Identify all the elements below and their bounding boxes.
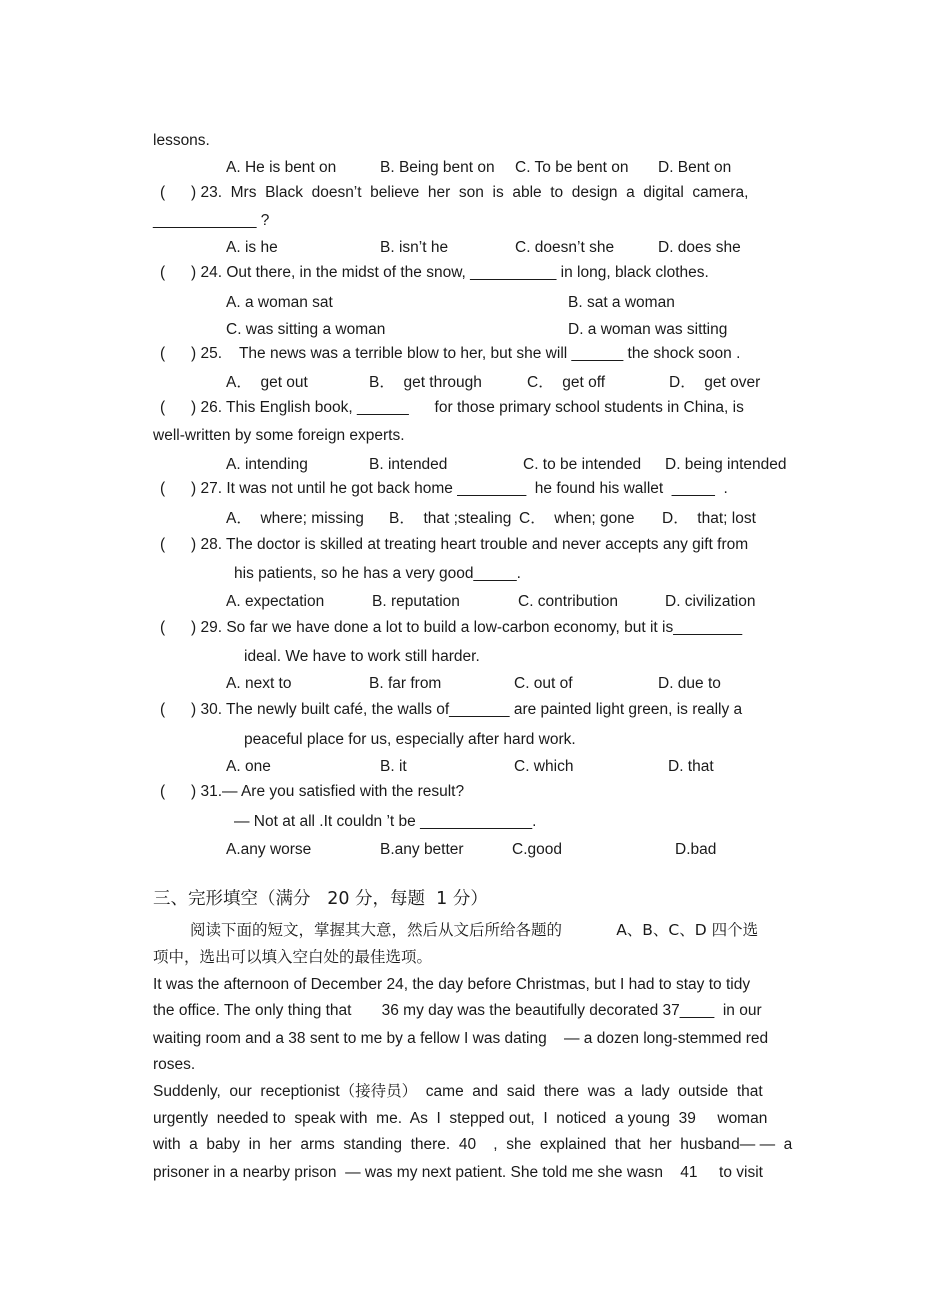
section-title: 三、完形填空（满分 20 分，每题 1 分） (153, 889, 488, 909)
q23-option-a: A. is he (226, 239, 278, 256)
q25-option-d: D． get over (669, 374, 761, 391)
q27-option-b: B． that ;stealing (389, 510, 512, 527)
q27-option-c: C． when; gone (519, 510, 635, 527)
q29-option-b: B. far from (369, 675, 442, 692)
passage-line: the office. The only thing that 36 my day was the beautifully decorated 37____ in our (153, 1002, 762, 1019)
q30-option-c: C. which (514, 758, 574, 775)
passage-line: waiting room and a 38 sent to me by a fellow I was dating — a dozen long-stemmed red (153, 1030, 769, 1047)
q22-option-d: D. Bent on (658, 159, 732, 176)
q29-stem: ( ) 29. So far we have done a lot to build a low-carbon economy, but it is________ (160, 619, 743, 636)
q25-option-a: A． get out (226, 374, 308, 391)
q25-stem: ( ) 25. The news was a terrible blow to her, but she will ______ the shock soon . (160, 345, 741, 362)
q27-option-a: A． where; missing (226, 510, 364, 527)
q22-tail: lessons. (153, 132, 210, 149)
section-instruction: 阅读下面的短文，掌握其大意，然后从文后所给各题的 A、B、C、D 四个选 (190, 921, 759, 939)
q29-stem-cont: ideal. We have to work still harder. (244, 648, 480, 665)
q28-option-d: D. civilization (665, 593, 756, 610)
q30-option-d: D. that (668, 758, 714, 775)
q23-option-c: C. doesn’t she (515, 239, 615, 256)
q29-option-d: D. due to (658, 675, 721, 692)
passage-line: prisoner in a nearby prison — was my next patient. She told me she wasn 41 to visit (153, 1164, 763, 1181)
q26-option-c: C. to be intended (523, 456, 642, 473)
q27-stem: ( ) 27. It was not until he got back home ________ he found his wallet _____ . (160, 480, 728, 497)
q26-stem: ( ) 26. This English book, ______ for those primary school students in China, is (160, 399, 744, 416)
passage-line: with a baby in her arms standing there. 40 , she explained that her husband— — a (153, 1136, 793, 1153)
q30-option-a: A. one (226, 758, 271, 775)
q28-stem: ( ) 28. The doctor is skilled at treating heart trouble and never accepts any gift from (160, 536, 749, 553)
q28-option-a: A. expectation (226, 593, 325, 610)
q23-stem: ( ) 23. Mrs Black doesn’t believe her son is able to design a digital camera, (160, 184, 749, 201)
q25-option-b: B． get through (369, 374, 482, 391)
q27-option-d: D． that; lost (662, 510, 756, 527)
q28-option-b: B. reputation (372, 593, 460, 610)
q23-stem-cont: ____________ ? (153, 212, 270, 229)
q31-reply: — Not at all .It couldn ’t be _____________. (234, 813, 537, 830)
passage-line: Suddenly, our receptionist（接待员） came and said there was a lady outside that (153, 1083, 763, 1100)
q22-option-a: A. He is bent on (226, 159, 337, 176)
q30-stem-cont: peaceful place for us, especially after hard work. (244, 731, 576, 748)
passage-line: roses. (153, 1056, 196, 1073)
q29-option-c: C. out of (514, 675, 573, 692)
q26-option-a: A. intending (226, 456, 308, 473)
q26-option-b: B. intended (369, 456, 448, 473)
q30-stem: ( ) 30. The newly built café, the walls of_______ are painted light green, is really a (160, 701, 743, 718)
q23-option-d: D. does she (658, 239, 741, 256)
q24-option-b: B. sat a woman (568, 294, 675, 311)
q31-option-d: D.bad (675, 841, 717, 858)
q26-option-d: D. being intended (665, 456, 787, 473)
q24-option-a: A. a woman sat (226, 294, 333, 311)
q25-option-c: C． get off (527, 374, 606, 391)
q24-option-c: C. was sitting a woman (226, 321, 386, 338)
q30-option-b: B. it (380, 758, 407, 775)
q24-option-d: D. a woman was sitting (568, 321, 728, 338)
q28-stem-cont: his patients, so he has a very good_____. (234, 565, 521, 582)
q24-stem: ( ) 24. Out there, in the midst of the snow, __________ in long, black clothes. (160, 264, 709, 281)
q31-stem: ( ) 31.— Are you satisfied with the result? (160, 783, 465, 800)
q26-stem-cont: well-written by some foreign experts. (153, 427, 405, 444)
q31-option-c: C.good (512, 841, 562, 858)
q29-option-a: A. next to (226, 675, 292, 692)
q23-option-b: B. isn’t he (380, 239, 449, 256)
q22-option-b: B. Being bent on (380, 159, 495, 176)
section-instruction-cont: 项中，选出可以填入空白处的最佳选项。 (153, 948, 433, 966)
passage-line: urgently needed to speak with me. As I stepped out, I noticed a young 39 woman (153, 1110, 768, 1127)
q22-option-c: C. To be bent on (515, 159, 629, 176)
q31-option-b: B.any better (380, 841, 464, 858)
passage-line: It was the afternoon of December 24, the day before Christmas, but I had to stay to tidy (153, 976, 751, 993)
q31-option-a: A.any worse (226, 841, 312, 858)
q28-option-c: C. contribution (518, 593, 618, 610)
